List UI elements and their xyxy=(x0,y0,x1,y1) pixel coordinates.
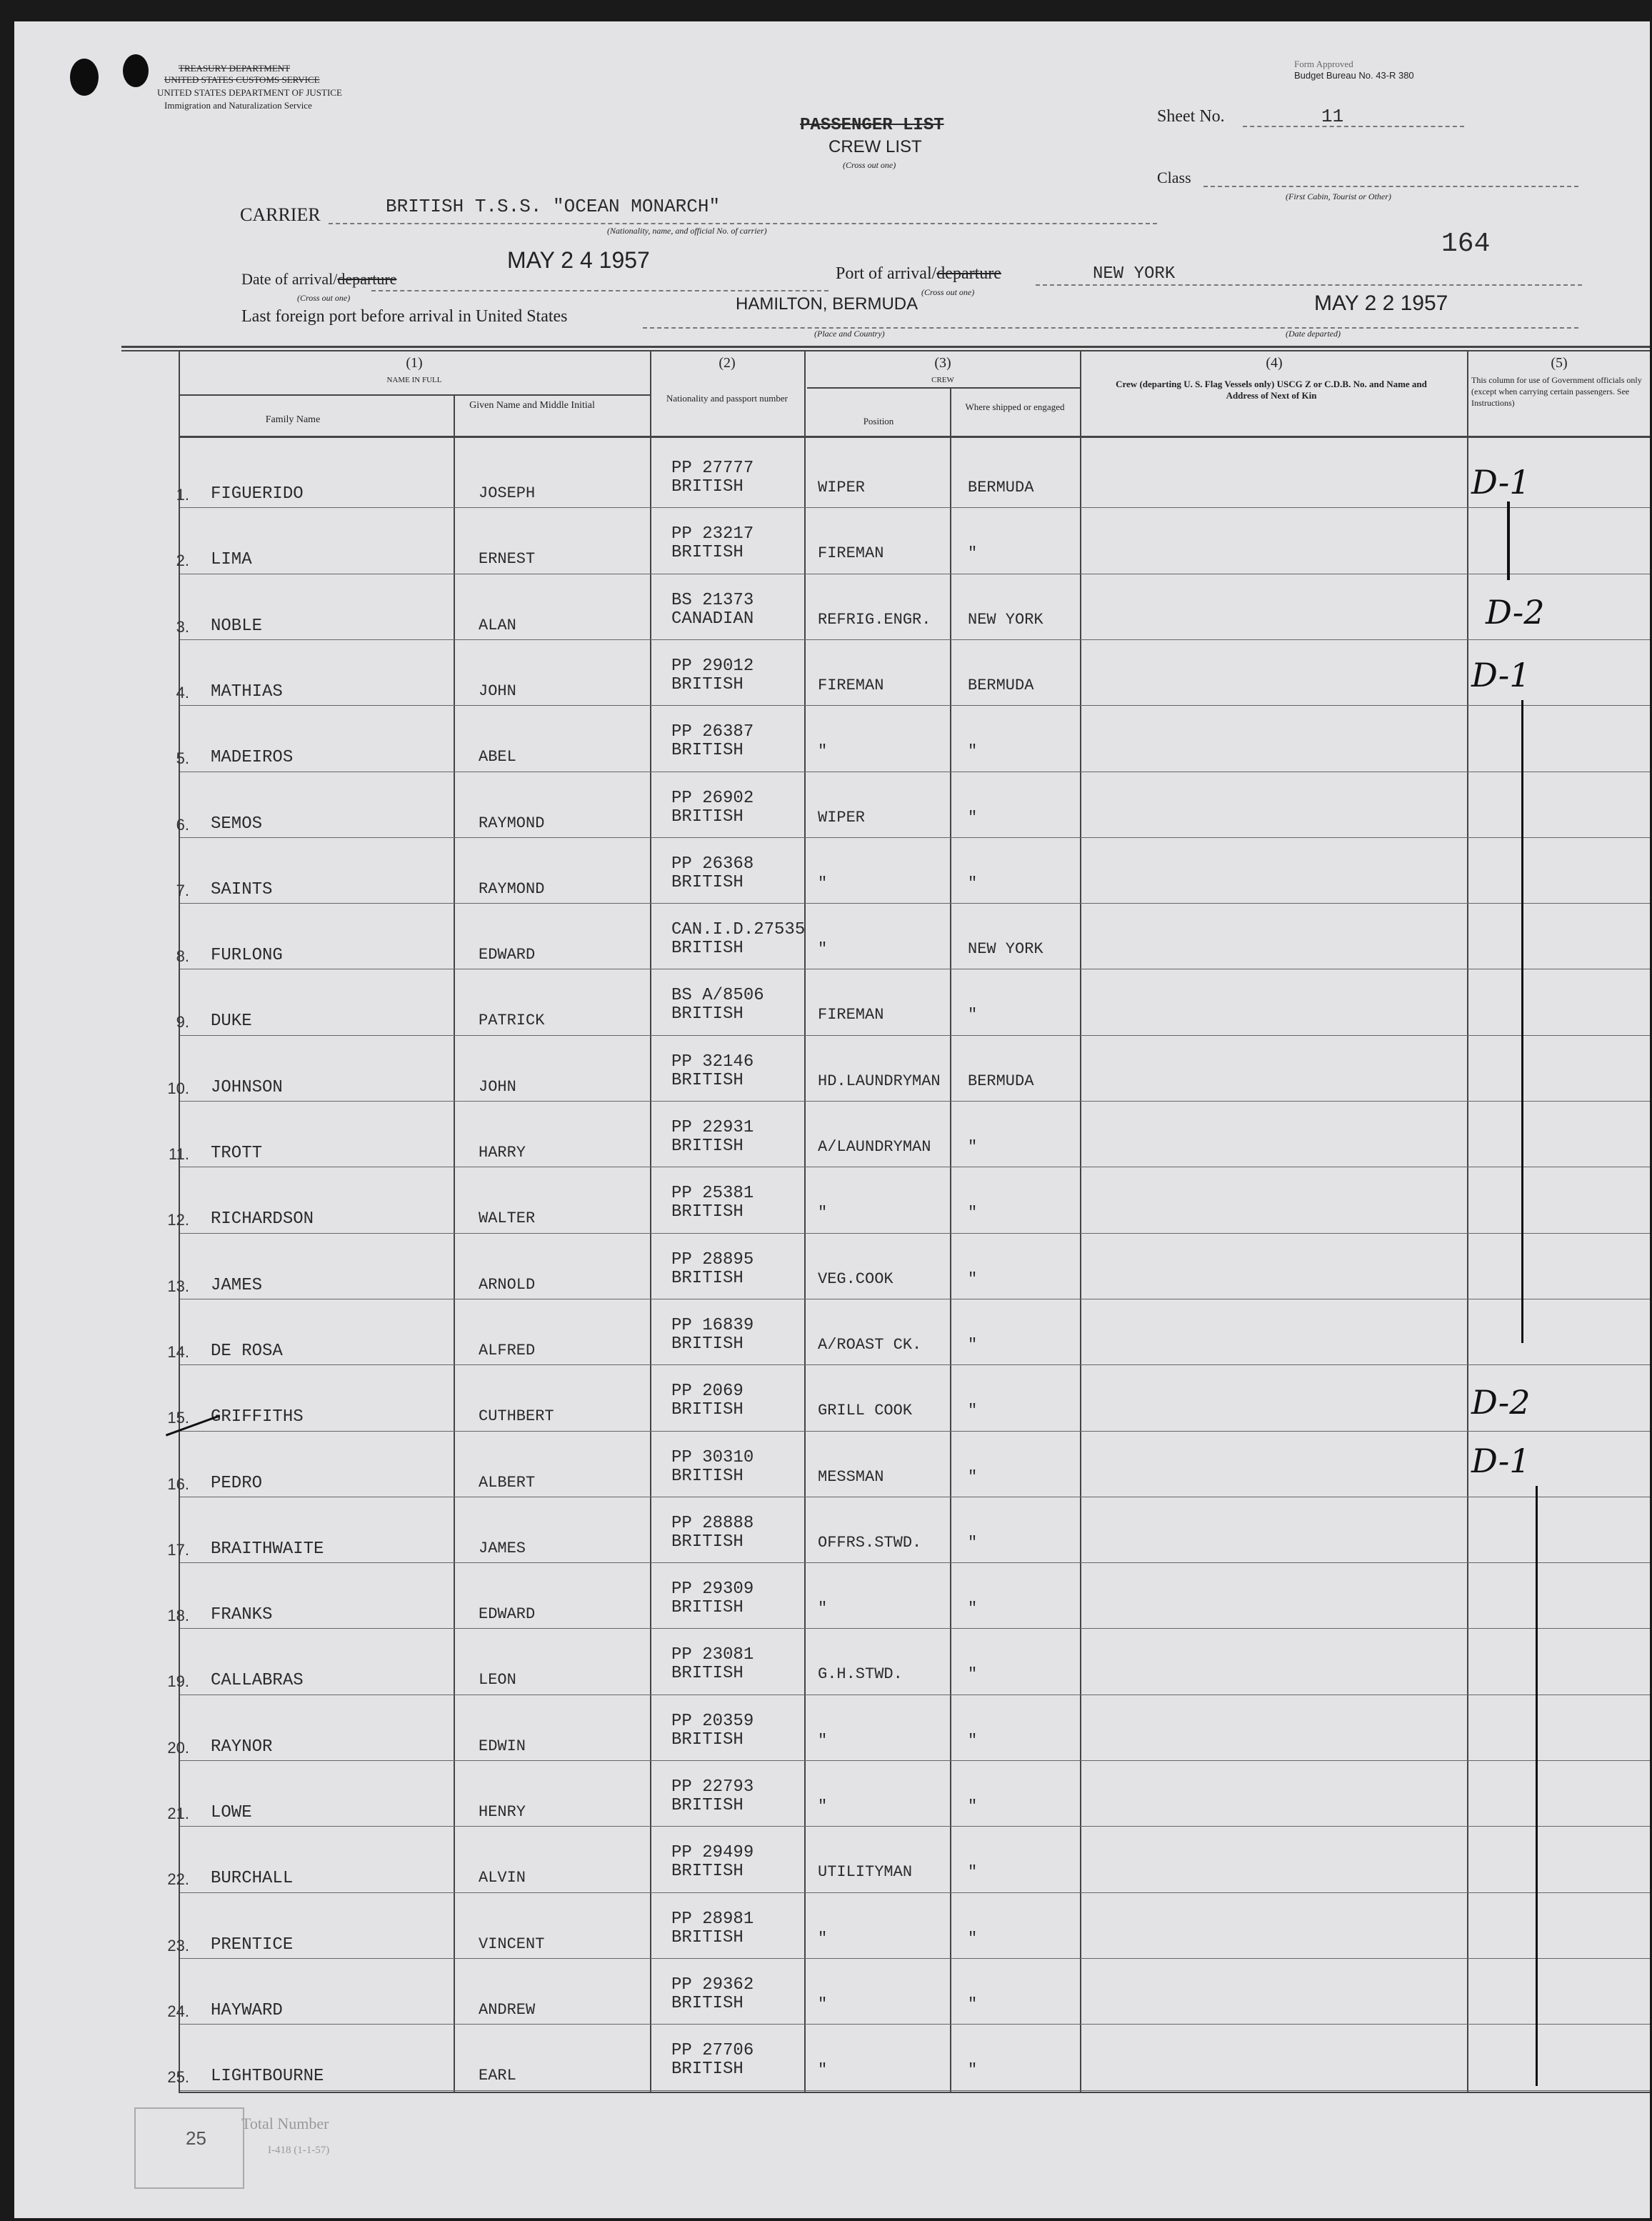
row-rule xyxy=(180,1101,1650,1102)
port-line xyxy=(1036,284,1582,286)
shipped-at: " xyxy=(968,1533,978,1552)
crew-position: " xyxy=(818,874,828,892)
family-name: MATHIAS xyxy=(211,682,283,702)
col2-number: (2) xyxy=(719,355,736,371)
port-label xyxy=(836,264,1001,284)
family-name: LIGHTBOURNE xyxy=(211,2067,324,2087)
col-line-3 xyxy=(1080,350,1081,2093)
passport-number: PP 23217 xyxy=(671,524,754,544)
row-rule xyxy=(180,837,1650,838)
handwritten-d1-top: D-1 xyxy=(1471,463,1531,501)
given-name: JAMES xyxy=(479,1539,526,1557)
row-number: 12. xyxy=(167,1211,189,1229)
port-label-text: Port of arrival/ xyxy=(836,264,937,283)
crew-position: " xyxy=(818,2061,828,2080)
shipped-at: " xyxy=(968,1138,978,1156)
row-number: 16. xyxy=(167,1474,189,1493)
row-rule xyxy=(180,2024,1650,2025)
given-name: RAYMOND xyxy=(479,879,545,898)
col2-title: Nationality and passport number xyxy=(666,393,789,404)
row-rule xyxy=(180,1892,1650,1893)
row-number: 8. xyxy=(176,947,189,966)
nationality: BRITISH xyxy=(671,1202,744,1222)
row-number: 24. xyxy=(167,2002,189,2020)
row-number: 21. xyxy=(167,1805,189,1822)
row-number: 23. xyxy=(167,1936,189,1955)
date-arrival-label-text: Date of arrival/ xyxy=(241,270,338,288)
shipped-at: " xyxy=(968,1863,978,1882)
port-value: NEW YORK xyxy=(1093,264,1176,284)
shipped-at: " xyxy=(968,1204,978,1222)
row-number: 6. xyxy=(176,815,189,834)
given-name: EDWIN xyxy=(479,1737,526,1755)
punch-hole-left xyxy=(70,59,99,96)
family-name: MADEIROS xyxy=(211,748,294,768)
last-port-value: HAMILTON, BERMUDA xyxy=(736,294,918,314)
last-port-label: Last foreign port before arrival in United States xyxy=(241,307,568,326)
shipped-at: " xyxy=(968,1797,978,1815)
passport-number: CAN.I.D.27535 xyxy=(671,920,806,940)
family-name: JAMES xyxy=(211,1275,263,1295)
sheet-label: Sheet No. xyxy=(1157,107,1225,126)
col5-title: This column for use of Government officials only (except when carrying certain passengers. See Instructions) xyxy=(1471,375,1642,408)
col-line-4 xyxy=(1467,350,1468,2093)
crossed-title: PASSENGER LIST xyxy=(800,116,944,135)
shipped-at: " xyxy=(968,1995,978,2013)
nationality: BRITISH xyxy=(671,1334,744,1354)
shipped-at: " xyxy=(968,544,978,563)
given-name: JOHN xyxy=(479,682,516,700)
family-name: FRANKS xyxy=(211,1605,273,1625)
family-name: RAYNOR xyxy=(211,1737,273,1757)
nationality: BRITISH xyxy=(671,939,744,959)
shipped-at: " xyxy=(968,1665,978,1684)
shipped-at: " xyxy=(968,1006,978,1024)
row-number: 15. xyxy=(167,1409,189,1427)
passport-number: PP 23081 xyxy=(671,1645,754,1665)
col1-number: (1) xyxy=(406,355,423,371)
row-rule xyxy=(180,639,1650,640)
handwritten-d2-mid: D-2 xyxy=(1471,1383,1531,1422)
shipped-at: NEW YORK xyxy=(968,940,1043,959)
row-rule xyxy=(180,1826,1650,1827)
given-name: ALVIN xyxy=(479,1869,526,1887)
handwritten-d2-top: D-2 xyxy=(1486,593,1545,632)
given-name: ALBERT xyxy=(479,1473,536,1492)
row-number: 13. xyxy=(167,1277,189,1295)
total-value: 25 xyxy=(186,2127,206,2149)
row-rule xyxy=(180,1364,1650,1365)
last-port-line xyxy=(643,327,1578,329)
col1a-title: Family Name xyxy=(265,414,321,425)
nationality: BRITISH xyxy=(671,477,744,496)
nationality: BRITISH xyxy=(671,2060,744,2080)
passport-number: PP 22931 xyxy=(671,1118,754,1137)
carrier-value: BRITISH T.S.S. "OCEAN MONARCH" xyxy=(386,196,721,217)
shipped-at: BERMUDA xyxy=(968,676,1034,694)
passport-number: PP 29309 xyxy=(671,1579,754,1599)
row-rule xyxy=(180,507,1650,508)
family-name: LIMA xyxy=(211,550,252,570)
row-rule xyxy=(180,903,1650,904)
given-name: LEON xyxy=(479,1671,516,1690)
crew-position: " xyxy=(818,1797,828,1815)
family-name: NOBLE xyxy=(211,616,263,636)
shipped-at: " xyxy=(968,1731,978,1750)
row-rule xyxy=(180,1562,1650,1563)
port-crossed: departure xyxy=(936,264,1001,283)
row-number: 5. xyxy=(176,749,189,768)
shipped-at: " xyxy=(968,2061,978,2080)
passport-number: PP 28981 xyxy=(671,1909,754,1929)
given-name: EDWARD xyxy=(479,946,536,964)
crew-position: A/ROAST CK. xyxy=(818,1335,922,1354)
family-name: PRENTICE xyxy=(211,1935,294,1955)
passport-number: PP 26387 xyxy=(671,722,754,742)
col4-number: (4) xyxy=(1266,355,1283,371)
row-rule xyxy=(180,1628,1650,1629)
shipped-at: " xyxy=(968,808,978,827)
given-name: CUTHBERT xyxy=(479,1407,554,1426)
date-arrival-label xyxy=(241,270,396,289)
crew-position: " xyxy=(818,742,828,761)
col1-title: NAME IN FULL xyxy=(386,376,442,384)
shipped-at: " xyxy=(968,874,978,892)
crew-position: FIREMAN xyxy=(818,544,884,563)
carrier-note: (Nationality, name, and official No. of carrier) xyxy=(607,226,767,236)
given-name: ALAN xyxy=(479,616,516,634)
nationality: BRITISH xyxy=(671,543,744,563)
agency-line-1: TREASURY DEPARTMENT xyxy=(179,63,291,74)
given-name: EARL xyxy=(479,2067,516,2085)
table-bottom-rule xyxy=(180,2092,1650,2093)
passport-number: PP 22793 xyxy=(671,1777,754,1797)
family-name: RICHARDSON xyxy=(211,1209,314,1229)
row-number: 20. xyxy=(167,1738,189,1757)
crew-position: GRILL COOK xyxy=(818,1402,913,1420)
last-port-note: (Place and Country) xyxy=(814,329,885,339)
crew-position: " xyxy=(818,940,828,959)
col-line-1 xyxy=(650,350,651,2093)
given-name: PATRICK xyxy=(479,1012,545,1030)
row-rule xyxy=(180,1431,1650,1432)
agency-line-4: Immigration and Naturalization Service xyxy=(164,100,312,111)
nationality: BRITISH xyxy=(671,1532,744,1552)
date-departed-note: (Date departed) xyxy=(1286,329,1341,339)
nationality: BRITISH xyxy=(671,1466,744,1486)
nationality: BRITISH xyxy=(671,1730,744,1750)
nationality: BRITISH xyxy=(671,741,744,761)
nationality: BRITISH xyxy=(671,1598,744,1618)
family-name: CALLABRAS xyxy=(211,1671,304,1691)
form-number: I-418 (1-1-57) xyxy=(268,2145,330,2156)
handwritten-stroke-2 xyxy=(1521,700,1523,1343)
handwritten-d1-mid: D-1 xyxy=(1471,656,1531,694)
shipped-at: NEW YORK xyxy=(968,610,1043,629)
agency-line-3: UNITED STATES DEPARTMENT OF JUSTICE xyxy=(157,87,342,98)
crew-position: HD.LAUNDRYMAN xyxy=(818,1072,941,1090)
given-name: HARRY xyxy=(479,1144,526,1162)
col3-title: CREW xyxy=(931,376,954,384)
row-number: 10. xyxy=(167,1079,189,1097)
given-name: ABEL xyxy=(479,748,516,767)
row-rule xyxy=(180,705,1650,706)
col1-subheader-rule xyxy=(180,394,650,396)
family-name: FURLONG xyxy=(211,946,283,966)
family-name: SEMOS xyxy=(211,814,263,834)
crew-position: " xyxy=(818,1204,828,1222)
row-number: 22. xyxy=(167,1870,189,1889)
sheet-line xyxy=(1243,126,1464,127)
shipped-at: BERMUDA xyxy=(968,1072,1034,1090)
row-rule xyxy=(180,1760,1650,1761)
shipped-at: BERMUDA xyxy=(968,479,1034,496)
nationality: BRITISH xyxy=(671,1400,744,1420)
shipped-at: " xyxy=(968,1467,978,1486)
class-label: Class xyxy=(1157,169,1191,186)
given-name: ALFRED xyxy=(479,1341,536,1359)
family-name: PEDRO xyxy=(211,1473,263,1493)
row-number: 17. xyxy=(167,1540,189,1559)
family-name: FIGUERIDO xyxy=(211,484,304,504)
passport-number: PP 29362 xyxy=(671,1975,754,1995)
date-departed-value: MAY 2 2 1957 xyxy=(1314,291,1448,315)
family-name: TROTT xyxy=(211,1144,263,1163)
family-name: SAINTS xyxy=(211,879,273,899)
class-note: (First Cabin, Tourist or Other) xyxy=(1286,191,1391,201)
given-name: JOSEPH xyxy=(479,484,536,502)
crew-position: MESSMAN xyxy=(818,1467,884,1486)
budget-bureau: Budget Bureau No. 43-R 380 xyxy=(1294,70,1414,81)
nationality: BRITISH xyxy=(671,1268,744,1288)
shipped-at: " xyxy=(968,1335,978,1354)
given-name: RAYMOND xyxy=(479,814,545,832)
passport-number: PP 29012 xyxy=(671,656,754,676)
family-name: LOWE xyxy=(211,1803,252,1822)
col1b-title: Given Name and Middle Initial xyxy=(469,400,595,411)
nationality: BRITISH xyxy=(671,1137,744,1156)
nationality: BRITISH xyxy=(671,1993,744,2013)
row-number: 3. xyxy=(176,617,189,636)
header-bottom-rule xyxy=(180,436,1650,438)
family-name: DE ROSA xyxy=(211,1341,283,1361)
row-number: 14. xyxy=(167,1342,189,1361)
passport-number: PP 30310 xyxy=(671,1447,754,1467)
nationality: BRITISH xyxy=(671,872,744,892)
passport-number: PP 27777 xyxy=(671,459,754,478)
date-arrival-line xyxy=(371,290,828,291)
col3a-title: Position xyxy=(863,416,894,426)
passport-number: PP 29499 xyxy=(671,1843,754,1863)
passport-number: PP 20359 xyxy=(671,1711,754,1731)
shipped-at: " xyxy=(968,1269,978,1288)
table-top-rule-2 xyxy=(121,350,1650,351)
passport-number: PP 32146 xyxy=(671,1052,754,1072)
passport-number: PP 25381 xyxy=(671,1184,754,1204)
col-line-2 xyxy=(804,350,806,2093)
given-name: JOHN xyxy=(479,1077,516,1096)
col5-number: (5) xyxy=(1551,355,1568,371)
carrier-line xyxy=(329,223,1157,224)
row-rule xyxy=(180,1035,1650,1036)
form-approved: Form Approved xyxy=(1294,59,1353,69)
crew-position: OFFRS.STWD. xyxy=(818,1533,922,1552)
handwritten-d1-bottom: D-1 xyxy=(1471,1442,1531,1480)
given-name: ANDREW xyxy=(479,2000,536,2019)
total-label: Total Number xyxy=(241,2115,329,2132)
given-name: ARNOLD xyxy=(479,1275,536,1294)
crew-position: " xyxy=(818,1731,828,1750)
family-name: DUKE xyxy=(211,1012,252,1032)
crew-position: FIREMAN xyxy=(818,1006,884,1024)
row-number: 1. xyxy=(176,486,189,504)
family-name: GRIFFITHS xyxy=(211,1407,304,1427)
handwritten-stroke-3 xyxy=(1536,1486,1538,2086)
given-name: WALTER xyxy=(479,1209,536,1228)
crew-position: " xyxy=(818,1929,828,1947)
date-arrival-note: (Cross out one) xyxy=(297,293,351,303)
row-number: 11. xyxy=(169,1145,189,1163)
given-name: VINCENT xyxy=(479,1935,545,1953)
col4-title: Crew (departing U. S. Flag Vessels only) USCG Z or C.D.B. No. and Name and Address of Next of Kin xyxy=(1116,379,1427,401)
crew-position: " xyxy=(818,1599,828,1618)
crew-position: G.H.STWD. xyxy=(818,1665,903,1684)
class-line xyxy=(1203,186,1578,187)
row-number: 4. xyxy=(176,683,189,702)
passport-number: PP 26902 xyxy=(671,788,754,808)
title-note: (Cross out one) xyxy=(843,160,896,170)
family-name: BURCHALL xyxy=(211,1869,294,1889)
given-name: ERNEST xyxy=(479,550,536,569)
crew-position: FIREMAN xyxy=(818,676,884,694)
nationality: BRITISH xyxy=(671,807,744,827)
passport-number: PP 28895 xyxy=(671,1249,754,1269)
port-note: (Cross out one) xyxy=(921,287,975,297)
passport-number: PP 27706 xyxy=(671,2041,754,2061)
row-number: 25. xyxy=(167,2068,189,2087)
col3-number: (3) xyxy=(934,355,951,371)
crew-position: A/LAUNDRYMAN xyxy=(818,1138,931,1156)
row-rule xyxy=(180,1958,1650,1959)
nationality: CANADIAN xyxy=(671,609,754,629)
crew-position: " xyxy=(818,1995,828,2013)
document-page xyxy=(14,21,1650,2218)
col3b-title: Where shipped or engaged xyxy=(965,401,1065,412)
stamp-number: 164 xyxy=(1441,229,1491,259)
nationality: BRITISH xyxy=(671,1070,744,1090)
crew-position: VEG.COOK xyxy=(818,1269,893,1288)
punch-hole-right xyxy=(123,54,149,87)
shipped-at: " xyxy=(968,1929,978,1947)
nationality: BRITISH xyxy=(671,1862,744,1882)
crew-position: WIPER xyxy=(818,479,866,496)
carrier-label: CARRIER xyxy=(240,204,321,225)
row-number: 19. xyxy=(167,1672,189,1691)
agency-line-2: UNITED STATES CUSTOMS SERVICE xyxy=(164,74,320,85)
sheet-number: 11 xyxy=(1321,106,1344,127)
row-number: 18. xyxy=(167,1607,189,1625)
date-arrival-crossed: departure xyxy=(337,270,397,288)
family-name: HAYWARD xyxy=(211,2000,283,2020)
col3-subheader-rule xyxy=(807,387,1080,389)
family-name: BRAITHWAITE xyxy=(211,1539,324,1559)
col-line-1a xyxy=(454,394,455,2093)
passport-number: PP 2069 xyxy=(671,1382,744,1402)
crew-position: UTILITYMAN xyxy=(818,1863,913,1882)
passport-number: PP 16839 xyxy=(671,1315,754,1335)
row-number: 7. xyxy=(176,881,189,899)
passport-number: PP 28888 xyxy=(671,1513,754,1533)
row-number: 2. xyxy=(176,551,189,570)
passport-number: PP 26368 xyxy=(671,854,754,874)
shipped-at: " xyxy=(968,1402,978,1420)
nationality: BRITISH xyxy=(671,1796,744,1815)
nationality: BRITISH xyxy=(671,1004,744,1024)
shipped-at: " xyxy=(968,1599,978,1618)
nationality: BRITISH xyxy=(671,674,744,694)
row-number: 9. xyxy=(176,1013,189,1032)
nationality: BRITISH xyxy=(671,1664,744,1684)
given-name: EDWARD xyxy=(479,1605,536,1624)
passport-number: BS 21373 xyxy=(671,590,754,610)
table-top-rule xyxy=(121,346,1650,348)
col-line-3a xyxy=(950,387,951,2093)
page-title: CREW LIST xyxy=(828,137,922,156)
handwritten-stroke-1 xyxy=(1507,501,1510,580)
row-rule xyxy=(180,2090,1650,2091)
family-name: JOHNSON xyxy=(211,1077,283,1097)
passport-number: BS A/8506 xyxy=(671,986,764,1006)
row-rule xyxy=(180,1233,1650,1234)
crew-position: WIPER xyxy=(818,808,866,827)
shipped-at: " xyxy=(968,742,978,761)
date-arrival-value: MAY 2 4 1957 xyxy=(507,247,650,273)
crew-position: REFRIG.ENGR. xyxy=(818,610,931,629)
given-name: HENRY xyxy=(479,1803,526,1821)
nationality: BRITISH xyxy=(671,1927,744,1947)
